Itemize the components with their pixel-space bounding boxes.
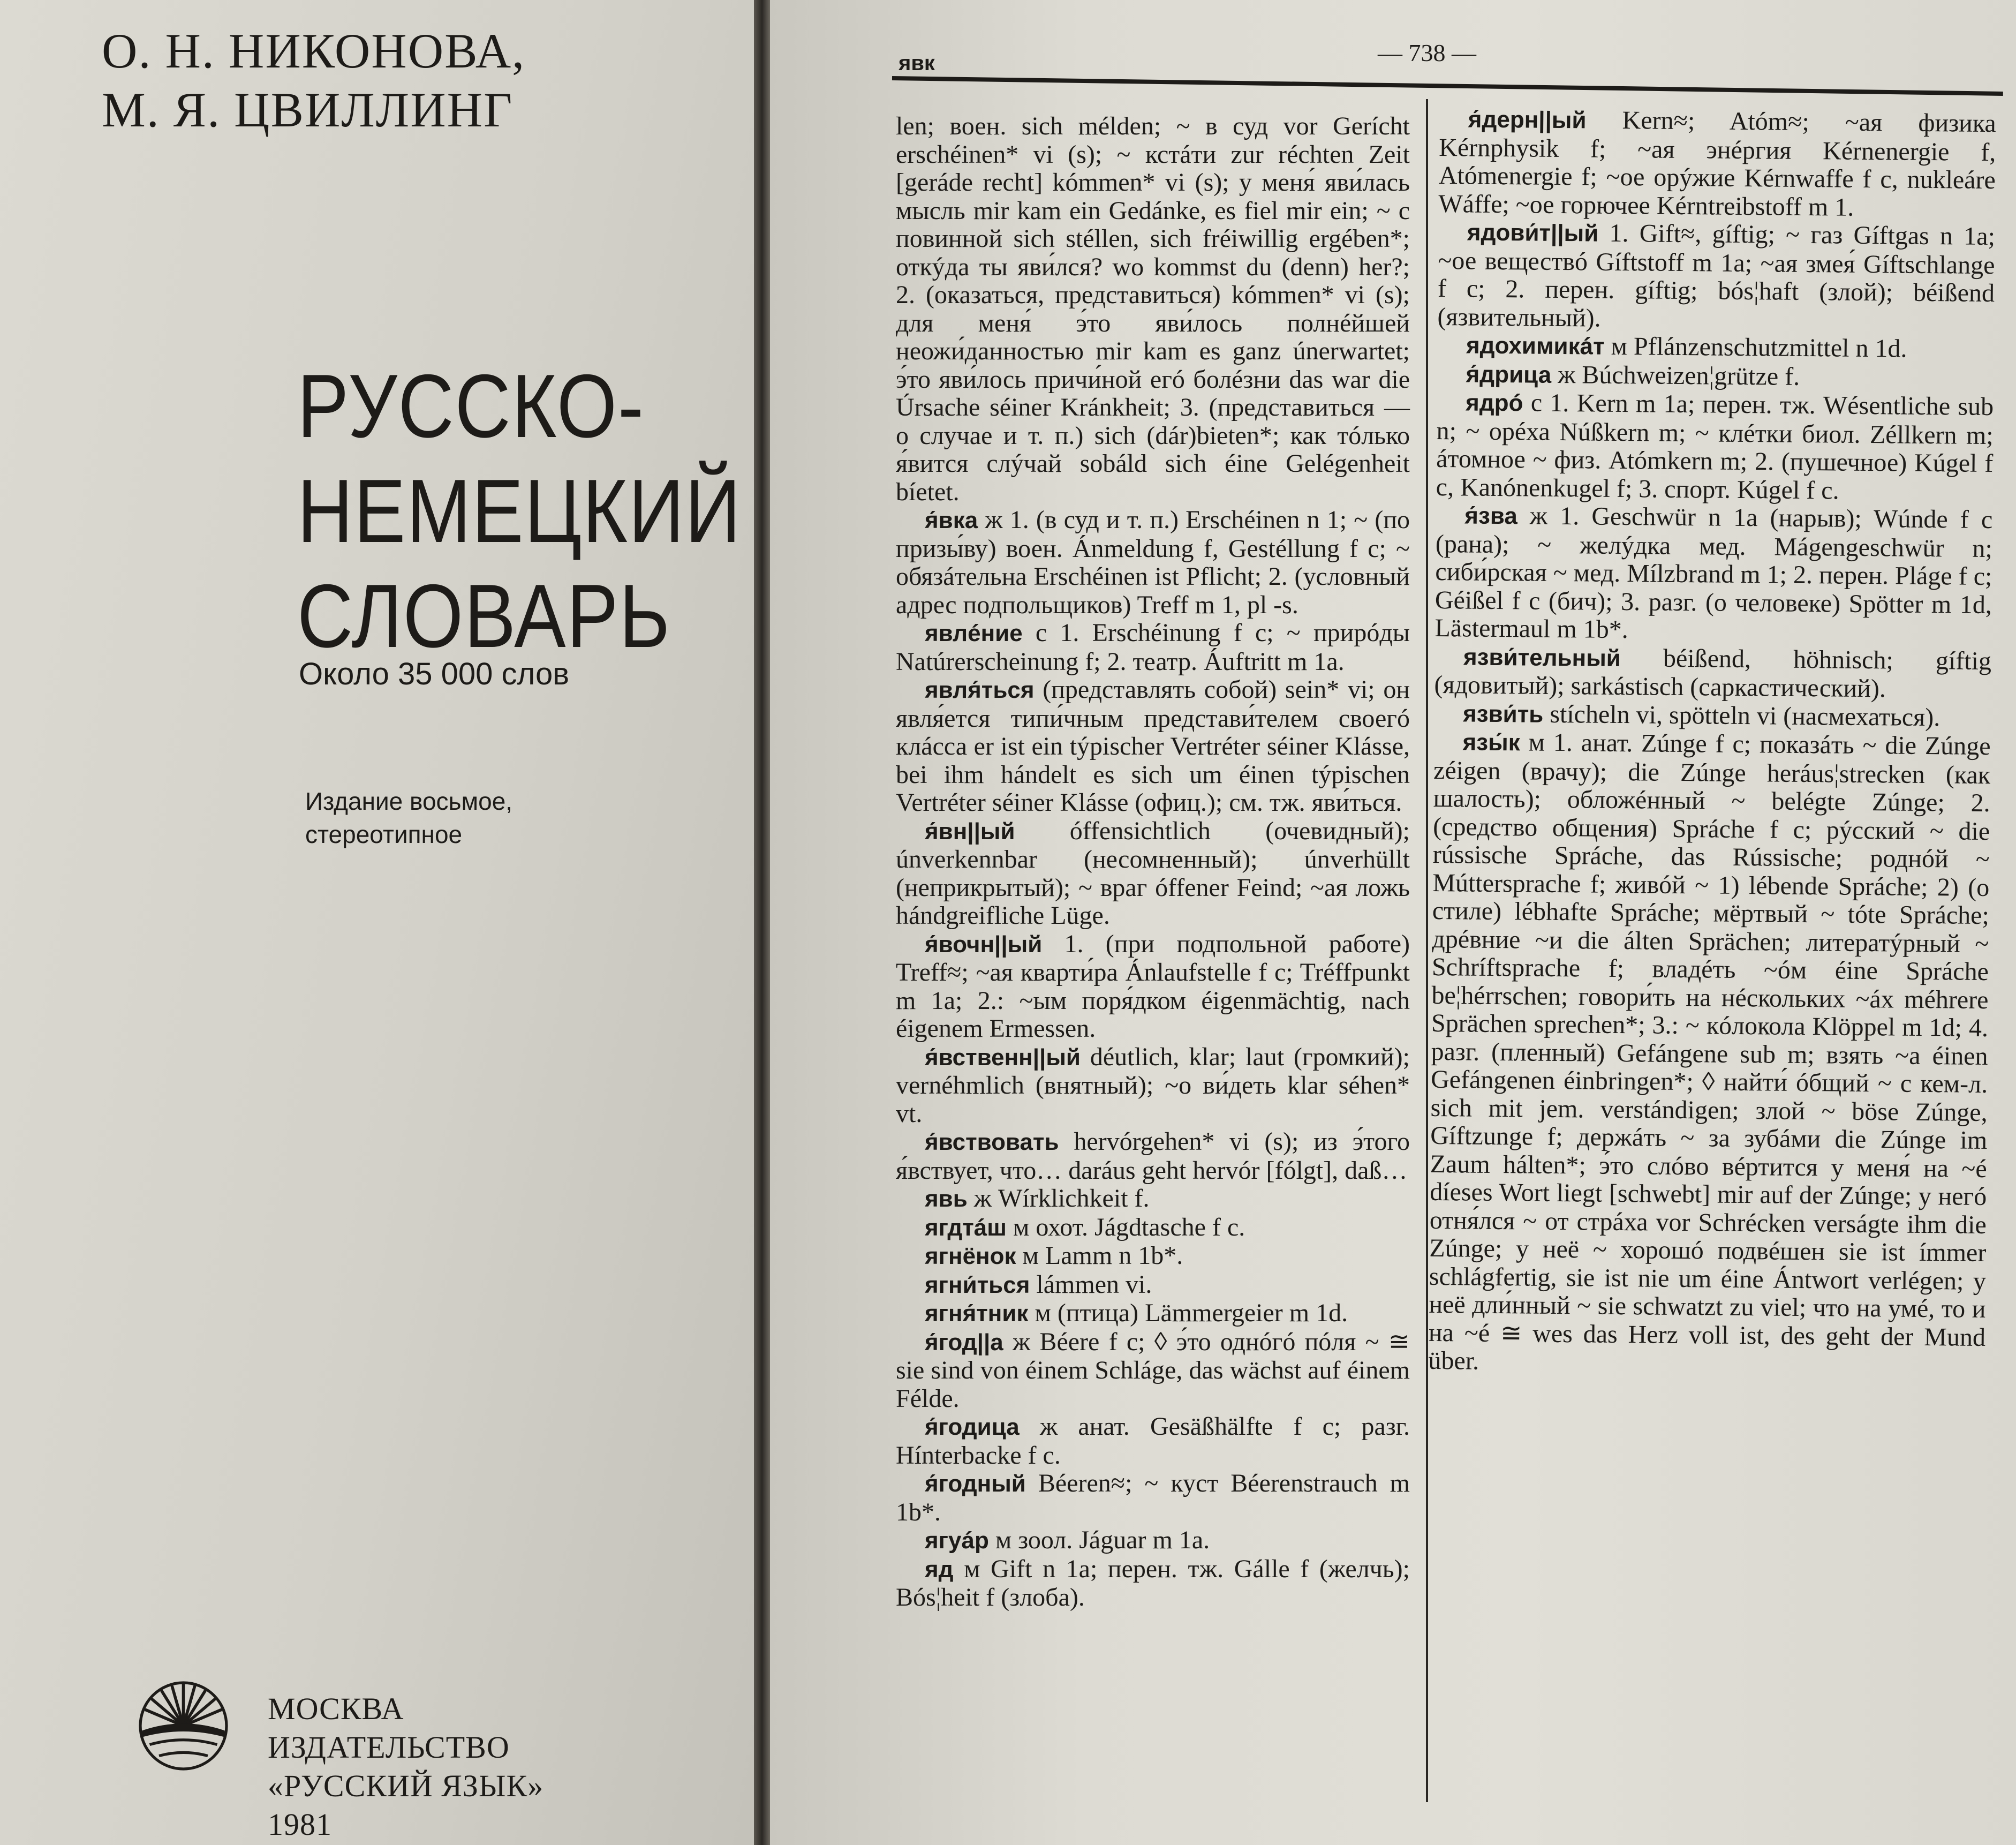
entry-definition: len; воен. sich mélden; ~ в суд vor Gerícht erschéinen* vi (s); ~ кстáти zur réchten Zeit [gerádе recht] kómmen* vi (s); у меня́ яви́лась мысль mir kam ein Gedánke, es fiel mir ein; ~ с повинной sich stéllen, sich fréiwillig ergében*; откýда ты яви́лся? wo kommst du (denn) her?; 2. (оказаться, представиться) kómmen* vi (s); для меня́ э́то яви́лось полнéйшей неожи́данностью mir kam es ganz únerwartet; э́то яви́лось причи́ной егó болéзни das war die Úrsache séiner Kránkheit; 3. (представиться — о случае и т. п.) sich (dár)bieten*; как тóлько я́вится слýчай sobáld sich éine Gelégenheit bíetet. bbox=[896, 112, 1410, 506]
dictionary-entry bbox=[896, 1242, 1410, 1271]
entry-headword: я́годица bbox=[925, 1414, 1020, 1440]
title-line-1: РУССКО- bbox=[297, 356, 645, 456]
entry-definition: Kern≈; Atóm≈; ~ая физика Kérnphysik f; ~ая энéргия Kérnenergie f, Atómenergie f; ~ое орýжие Kérnwaffe f c, nukleáre Wáffe; ~ое горючее Kérntreibstoff m 1. bbox=[1438, 106, 1996, 222]
entry-headword: ягуáр bbox=[925, 1527, 989, 1554]
entry-definition: м Lamm n 1b*. bbox=[1022, 1241, 1183, 1270]
entry-headword: язы́к bbox=[1462, 729, 1520, 756]
dictionary-column-right bbox=[1428, 105, 1996, 1380]
entry-headword: ягнёнок bbox=[925, 1243, 1016, 1269]
dictionary-entry bbox=[896, 1185, 1410, 1214]
title-line-3: СЛОВАРЬ bbox=[297, 566, 671, 666]
dictionary-entry bbox=[896, 619, 1410, 676]
entry-headword: я́дрица bbox=[1466, 360, 1552, 388]
dictionary-entry bbox=[896, 1555, 1410, 1612]
entry-definition: м Pflánzenschutzmittel n 1d. bbox=[1611, 332, 1907, 363]
publisher-label: ИЗДАТЕЛЬСТВО bbox=[268, 1730, 510, 1765]
entry-definition: ж 1. (в суд и т. п.) Erschéinen n 1; ~ (по призы́ву) воен. Ánmeldung f, Gestéllung f c; ~ обязáтельна Erschéinen ist Pflicht; 2. (условный адрес подпольщиков) Treff m 1, pl -s. bbox=[896, 506, 1410, 619]
publisher-logo-icon bbox=[137, 1679, 230, 1773]
dictionary-entry bbox=[896, 1328, 1410, 1413]
entry-definition: (представлять собой) sein* vi; он явля́ется типи́чным представи́телем своегó клáсса er ist ein týpischer Vertréter séiner Klásse, bei ihm hándelt es sich um éinen týpischen Vertréter séiner Klásse (офиц.); см. тж. яви́ться. bbox=[896, 675, 1410, 817]
dictionary-entry bbox=[1437, 331, 1994, 365]
entry-definition: ж Wírklichkeit f. bbox=[973, 1184, 1150, 1213]
dictionary-entry bbox=[1428, 728, 1991, 1380]
entry-headword: явля́ться bbox=[925, 677, 1035, 703]
entry-headword: ядови́т||ый bbox=[1467, 219, 1599, 247]
entry-headword: я́вн||ый bbox=[925, 818, 1015, 845]
page-number: — 738 — bbox=[1378, 39, 1476, 66]
entry-definition: м (птица) Lämmergeier m 1d. bbox=[1035, 1299, 1348, 1327]
entry-definition: 1. (при подпольной работе) Treff≈; ~ая кварти́ра Ánlaufstelle f c; Tréffpunkt m 1a; 2.: ~ым поря́дком éigenmächtig, nach éigenem Ermessen. bbox=[896, 929, 1410, 1043]
entry-headword: ягня́тник bbox=[925, 1300, 1029, 1327]
entry-headword: я́год||а bbox=[925, 1329, 1003, 1355]
dictionary-entry bbox=[1434, 501, 1992, 647]
edition-note bbox=[305, 785, 512, 851]
entry-headword: я́вка bbox=[925, 507, 978, 533]
publisher-city: МОСКВА bbox=[268, 1691, 404, 1726]
title-line-2: НЕМЕЦКИЙ bbox=[297, 461, 742, 561]
entry-definition: béißend, höhnisch; gíftig (ядовитый); sarkástisch (саркастический). bbox=[1434, 644, 1992, 703]
entry-headword: я́дерн||ый bbox=[1468, 106, 1587, 134]
authors bbox=[102, 21, 525, 139]
dictionary-page bbox=[770, 0, 2016, 1845]
dictionary-entry bbox=[896, 1214, 1410, 1242]
dictionary-entry bbox=[896, 1299, 1410, 1328]
dictionary-entry bbox=[896, 817, 1410, 930]
entry-definition: déutlich, klar; laut (громкий); vernéhmlich (внятный); ~о ви́деть klar séhen* vt. bbox=[896, 1042, 1410, 1128]
entry-headword: я́вствовать bbox=[925, 1129, 1059, 1155]
dictionary-entry bbox=[896, 930, 1410, 1043]
entry-definition: Béeren≈; ~ куст Béerenstrauch m 1b*. bbox=[896, 1469, 1410, 1526]
entry-headword: ягдтáш bbox=[925, 1214, 1007, 1241]
dictionary-entry bbox=[896, 1526, 1410, 1555]
edition-line-2: стереотипное bbox=[305, 820, 463, 848]
dictionary-entry bbox=[896, 676, 1410, 817]
author-1: О. Н. НИКОНОВА, bbox=[102, 24, 526, 78]
running-head: явк bbox=[898, 51, 935, 75]
entry-headword: явлéние bbox=[925, 620, 1023, 646]
book-title bbox=[297, 353, 742, 668]
entry-headword: ядохимикáт bbox=[1466, 332, 1605, 360]
dictionary-entry bbox=[1438, 105, 1996, 223]
dictionary-entry bbox=[1437, 218, 1995, 336]
dictionary-entry bbox=[1434, 699, 1991, 733]
entry-definition: 1. Gift≈, gíftig; ~ газ Gíftgas n 1a; ~ое веществó Gíftstoff m 1a; ~ая змея́ Gíftschlange f c; 2. перен. gíftig; bós¦haft (злой); béißend (язвительный). bbox=[1437, 219, 1996, 333]
dictionary-entry bbox=[1436, 388, 1994, 506]
entry-headword: ядрó bbox=[1465, 389, 1523, 417]
book-gutter bbox=[754, 0, 770, 1845]
column-divider bbox=[1426, 99, 1428, 1802]
publisher-imprint bbox=[268, 1690, 543, 1844]
entry-definition: м охот. Jágdtasche f c. bbox=[1013, 1213, 1245, 1241]
dictionary-entry bbox=[1437, 359, 1994, 393]
entry-definition: м 1. анат. Zúnge f c; показáть ~ die Zúnge zéigen (врачу); die Zúnge heráus¦strecken (как шалость); обложéнный ~ belégte Zúnge; 2. (средство общения) Spráche f c; рýсский ~ die rússische Spráche, das Rússische; роднóй ~ Múttersprache f; живóй ~ 1) lébende Spráche; 2) (о стиле) lébhafte Spráche; мёртвый ~ tóte Spráche; дрéвние ~и die álten Sprächen; литератýрный ~ Schríftsprache f; владéть ~óм éine Spráche be¦hérrschen; говори́ть на нéскольких ~áх méhrere Sprächen sprechen*; 3.: ~ кóлокола Klöppel m 1d; 4. разг. (пленный) Gefángene sub m; взять ~а éinen Gefángenen éinbringen*; ◊ найти́ óбщий ~ с кем-л. sich mit jem. verstándigen; злой ~ böse Zúnge, Gíftzunge f; держáть ~ за зубáми die Zúnge im Zaum hálten*; э́то слóво вéртится у меня́ на ~é díeses Wort liegt [schwebt] mir auf der Zúnge; у негó отня́лся ~ от стрáха vor Schrécken verságte ihm die Zúnge; у неё ~ хорошó подвéшен sie ist ímmer schlágfertig, sie ist nie um éine Ántwort verlégen; у неё дли́нный ~ sie schwatzt zu viel; что на умé, то и на ~é ≅ wes das Herz voll ist, des geht der Mund über. bbox=[1428, 728, 1991, 1375]
entry-definition: м Gift n 1a; перен. тж. Gálle f (желчь); Bós¦heit f (злоба). bbox=[896, 1554, 1410, 1611]
dictionary-entry bbox=[896, 1271, 1410, 1300]
dictionary-entry bbox=[896, 1128, 1410, 1185]
dictionary-entry bbox=[1434, 642, 1991, 704]
entry-headword: явь bbox=[925, 1186, 968, 1212]
publication-year: 1981 bbox=[268, 1807, 332, 1842]
dictionary-entry bbox=[896, 112, 1410, 506]
entry-definition: ж Búchweizen¦grütze f. bbox=[1557, 360, 1800, 391]
entry-definition: hervórgehen* vi (s); из э́того я́вствует, что… daráus geht hervór [fólgt], daß… bbox=[896, 1127, 1410, 1185]
author-2: М. Я. ЦВИЛЛИНГ bbox=[102, 82, 514, 137]
entry-headword: яд bbox=[925, 1556, 954, 1583]
entry-headword: ягни́ться bbox=[925, 1271, 1030, 1298]
entry-definition: ж Béere f c; ◊ э́то однóгó пóля ~ ≅ sie sind von éinem Schláge, das wächst auf éinem Félde. bbox=[896, 1327, 1410, 1413]
entry-definition: ж анат. Gesäßhälfte f c; разг. Hínterbacke f c. bbox=[896, 1412, 1410, 1470]
entry-definition: с 1. Erschéinung f c; ~ прирóды Natúrerscheinung f; 2. театр. Áuftritt m 1a. bbox=[896, 619, 1410, 676]
entry-headword: я́годный bbox=[925, 1471, 1026, 1497]
entry-headword: я́зва bbox=[1464, 502, 1518, 530]
entry-headword: язви́тельный bbox=[1463, 643, 1621, 672]
publisher-name: «РУССКИЙ ЯЗЫК» bbox=[268, 1768, 544, 1803]
dictionary-entry bbox=[896, 1043, 1410, 1128]
entry-headword: я́вственн||ый bbox=[925, 1044, 1081, 1071]
edition-line-1: Издание восьмое, bbox=[305, 787, 513, 815]
entry-definition: óffensichtlich (очевидный); únverkennbar (несомненный); únverhüllt (неприкрытый); ~ враг óffener Feind; ~ая ложь hándgreifliche Lüge. bbox=[896, 816, 1410, 930]
entry-headword: я́вочн||ый bbox=[925, 931, 1043, 958]
dictionary-entry bbox=[896, 1470, 1410, 1526]
entry-definition: lámmen vi. bbox=[1036, 1270, 1152, 1299]
entry-definition: м зоол. Jáguar m 1a. bbox=[995, 1526, 1210, 1554]
title-page bbox=[0, 0, 754, 1845]
entry-headword: язви́ть bbox=[1462, 700, 1544, 728]
dictionary-entry bbox=[896, 506, 1410, 619]
entry-definition: с 1. Kern m 1a; перен. тж. Wésentliche sub n; ~ орéха Núßkern m; ~ клéтки биол. Zéllkern m; áтомное ~ физ. Atómkern m; 2. (пушечное) Kúgel f c, Kanónenkugel f; 3. спорт. Kúgel f c. bbox=[1436, 388, 1994, 505]
word-count: Около 35 000 слов bbox=[299, 657, 570, 691]
header-rule bbox=[892, 76, 2003, 96]
entry-definition: stícheln vi, spötteln vi (насмехаться). bbox=[1550, 699, 1941, 732]
dictionary-entry bbox=[896, 1413, 1410, 1470]
entry-definition: ж 1. Geschwür n 1a (нарыв); Wúnde f c (рана); ~ желýдка мед. Mágengeschwür n; сиби́рская ~ мед. Mílzbrand m 1; 2. перен. Pláge f c; Géißel f c (бич); 3. разг. (о человеке) Spötter m 1d, Lästermaul m 1b*. bbox=[1434, 501, 1993, 644]
dictionary-column-left bbox=[896, 112, 1410, 1612]
